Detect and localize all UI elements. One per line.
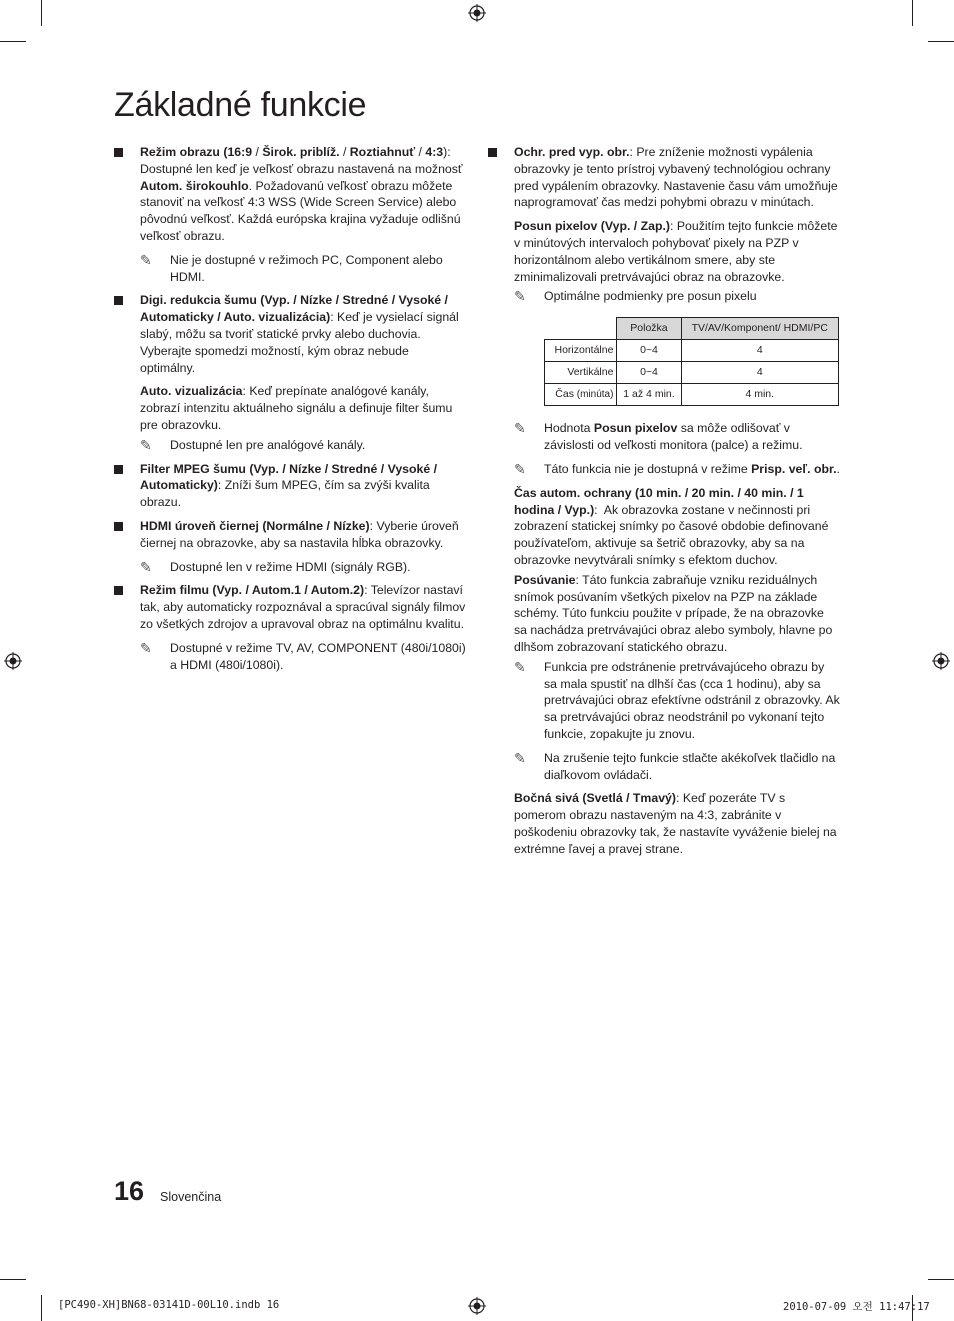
registration-mark-icon bbox=[468, 1297, 486, 1315]
pencil-note-icon: ✎ bbox=[514, 658, 526, 675]
list-item-text: HDMI úroveň čiernej (Normálne / Nízke): Vyberie úroveň čiernej na obrazovke, aby sa nastavila hĺbka obrazovky. bbox=[140, 518, 459, 550]
pencil-note-icon: ✎ bbox=[514, 420, 526, 437]
table-row bbox=[545, 383, 839, 406]
page-number: 16 bbox=[114, 1176, 145, 1206]
sub-paragraph: Posúvanie: Táto funkcia zabraňuje vzniku reziduálnych snímok posúvaním všetkých pixelov na PZP na základe schémy. Túto funkciu použite v prípade, že na obrazovke sa nachádza pretrvávajúci obraz alebo symboly, hlavne po dlhšom zobrazovaní statického obrazu. bbox=[514, 572, 833, 654]
table-cell: 0~4 bbox=[617, 361, 681, 383]
crop-mark bbox=[0, 1279, 26, 1280]
list-item-text: Ochr. pred vyp. obr.: Pre zníženie možnosti vypálenia obrazovky je tento prístroj vybavený technológiou ochrany pred vypálením obrazovky. Nastavenie času vám umožňuje naprogramovať čas medzi pohybmi obrazu v minútach. bbox=[514, 145, 838, 210]
pencil-note-icon: ✎ bbox=[140, 251, 152, 268]
table-row-label: Horizontálne bbox=[545, 339, 617, 361]
table-header-cell: TV/AV/Komponent/ HDMI/PC bbox=[681, 318, 838, 340]
note-text: Dostupné len pre analógové kanály. bbox=[170, 437, 366, 452]
pencil-note-icon: ✎ bbox=[514, 288, 526, 305]
sub-paragraph: Posun pixelov (Vyp. / Zap.): Použitím tejto funkcie môžete v minútových intervaloch pohybovať pixely na PZP v horizontálnom alebo vertikálnom smere, aby ste zminimalizovali pretrvávajúci obraz na obrazovke. bbox=[514, 219, 838, 284]
note bbox=[488, 659, 840, 743]
pencil-note-icon: ✎ bbox=[140, 639, 152, 656]
crop-mark bbox=[41, 0, 42, 26]
sub-paragraph: Auto. vizualizácia: Keď prepínate analógové kanály, zobrazí intenzitu aktuálneho signálu a definuje filter šumu pre obrazovku. bbox=[140, 384, 453, 432]
note bbox=[114, 252, 466, 286]
note-text: Dostupné len v režime HDMI (signály RGB). bbox=[170, 559, 411, 574]
list-item-text: Filter MPEG šumu (Vyp. / Nízke / Stredné / Vysoké / Automaticky): Zníži šum MPEG, čím sa zvýši kvalita obrazu. bbox=[140, 461, 438, 510]
list-item-text: Digi. redukcia šumu (Vyp. / Nízke / Stredné / Vysoké / Automaticky / Auto. vizualizácia): Keď je vysielací signál slabý, môžu sa tvoriť statické prvky alebo duchovia. Vyberajte spomedzi možností, kým obraz nebude optimálny. bbox=[140, 293, 459, 375]
registration-mark-icon bbox=[468, 4, 486, 22]
table-cell: 4 bbox=[681, 361, 838, 383]
note bbox=[488, 461, 840, 478]
pencil-note-icon: ✎ bbox=[514, 460, 526, 477]
list-item bbox=[114, 144, 466, 245]
note-text: Na zrušenie tejto funkcie stlačte akékoľvek tlačidlo na diaľkovom ovládači. bbox=[544, 750, 836, 782]
note bbox=[488, 420, 840, 454]
square-bullet-icon bbox=[114, 296, 123, 305]
crop-mark bbox=[41, 1295, 42, 1321]
registration-mark-icon bbox=[4, 652, 22, 670]
unit-label: (minúta) bbox=[573, 388, 614, 400]
right-column-top bbox=[488, 144, 840, 305]
table-row bbox=[545, 339, 839, 361]
note-text: Nie je dostupné v režimoch PC, Component alebo HDMI. bbox=[170, 252, 443, 284]
pencil-note-icon: ✎ bbox=[140, 436, 152, 453]
square-bullet-icon bbox=[114, 148, 123, 157]
pencil-note-icon: ✎ bbox=[140, 558, 152, 575]
right-column bbox=[488, 144, 840, 860]
note-text: Funkcia pre odstránenie pretrvávajúceho obrazu by sa mala spustiť na dlhší čas (cca 1 hodinu), aby sa pretrvávajúci obraz efektívne odstránil z obrazovky. Ak sa pretrvávajúci obraz neodstránil po vykonaní tejto funkcie, zopakujte ju znovu. bbox=[544, 659, 840, 741]
crop-mark bbox=[928, 41, 954, 42]
list-item bbox=[114, 292, 466, 376]
table-header-cell bbox=[545, 318, 617, 340]
list-item-text: Režim obrazu (16:9 / Širok. priblíž. / Roztiahnuť / 4:3): Dostupné len keď je veľkosť obrazu nastavená na možnosť Autom. širokouhlo. Požadovanú veľkosť obrazu môžete stanoviť na veľkosť 4:3 WSS (Wide Screen Service) alebo pôvodnú veľkosť. Každá európska krajina vyžaduje odlišnú veľkosť obrazu. bbox=[140, 145, 463, 243]
crop-mark bbox=[912, 0, 913, 26]
note-text: Optimálne podmienky pre posun pixelu bbox=[544, 289, 757, 304]
crop-mark bbox=[928, 1279, 954, 1280]
square-bullet-icon bbox=[114, 465, 123, 474]
list-item bbox=[114, 518, 466, 552]
language-label: Slovenčina bbox=[160, 1190, 222, 1204]
square-bullet-icon bbox=[114, 586, 123, 595]
note bbox=[114, 559, 466, 576]
table-header-cell: Položka bbox=[617, 318, 681, 340]
table-header-row bbox=[545, 318, 839, 340]
note bbox=[488, 288, 840, 305]
left-column bbox=[114, 144, 466, 680]
square-bullet-icon bbox=[114, 522, 123, 531]
note bbox=[488, 750, 840, 784]
table-cell: 4 min. bbox=[681, 383, 838, 406]
note-text: Táto funkcia nie je dostupná v režime Prisp. veľ. obr.. bbox=[544, 461, 840, 476]
table-body bbox=[545, 339, 839, 405]
table-row-label: Čas (minúta) bbox=[545, 383, 617, 406]
table-cell: 4 bbox=[681, 339, 838, 361]
list-item bbox=[488, 144, 840, 211]
note-text: Hodnota Posun pixelov sa môže odlišovať v závislosti od veľkosti monitora (palce) a režimu. bbox=[544, 421, 803, 453]
table-row-label: Vertikálne bbox=[545, 361, 617, 383]
list-item bbox=[114, 582, 466, 632]
table-cell: 0~4 bbox=[617, 339, 681, 361]
pencil-note-icon: ✎ bbox=[514, 749, 526, 766]
footer-timestamp: 2010-07-09 오전 11:47:17 bbox=[783, 1301, 930, 1313]
note bbox=[114, 640, 466, 674]
sub-paragraph: Čas autom. ochrany (10 min. / 20 min. / 40 min. / 1 hodina / Vyp.): Ak obrazovka zostane v nečinnosti pri zobrazení statickej snímky po časové obdobie definované používateľom, aktivuje sa šetrič obrazovky, aby sa na obrazovke nevytvárali snímky s efektom duchov. bbox=[514, 485, 829, 567]
pixel-shift-table bbox=[544, 317, 839, 406]
footer-file-info: [PC490-XH]BN68-03141D-00L10.indb 16 bbox=[58, 1299, 280, 1311]
list-item bbox=[114, 461, 466, 511]
table-row bbox=[545, 361, 839, 383]
right-column-bottom bbox=[488, 420, 840, 857]
page-title: Základné funkcie bbox=[114, 86, 367, 124]
crop-mark bbox=[0, 41, 26, 42]
registration-mark-icon bbox=[932, 652, 950, 670]
table-cell: 1 až 4 min. bbox=[617, 383, 681, 406]
list-item-text: Režim filmu (Vyp. / Autom.1 / Autom.2): Televízor nastaví tak, aby automaticky rozpoznával a spracúval signály filmov zo všetkých zdrojov a upravoval obraz na optimálnu kvalitu. bbox=[140, 583, 466, 631]
note bbox=[114, 437, 466, 454]
note-text: Dostupné v režime TV, AV, COMPONENT (480i/1080i) a HDMI (480i/1080i). bbox=[170, 640, 466, 672]
sub-paragraph: Bočná sivá (Svetlá / Tmavý): Keď pozeráte TV s pomerom obrazu nastaveným na 4:3, zabránite v poškodeniu obrazovky tak, že nastavíte vyváženie bielej na extrémne ľavej a pravej strane. bbox=[514, 791, 837, 856]
square-bullet-icon bbox=[488, 148, 497, 157]
